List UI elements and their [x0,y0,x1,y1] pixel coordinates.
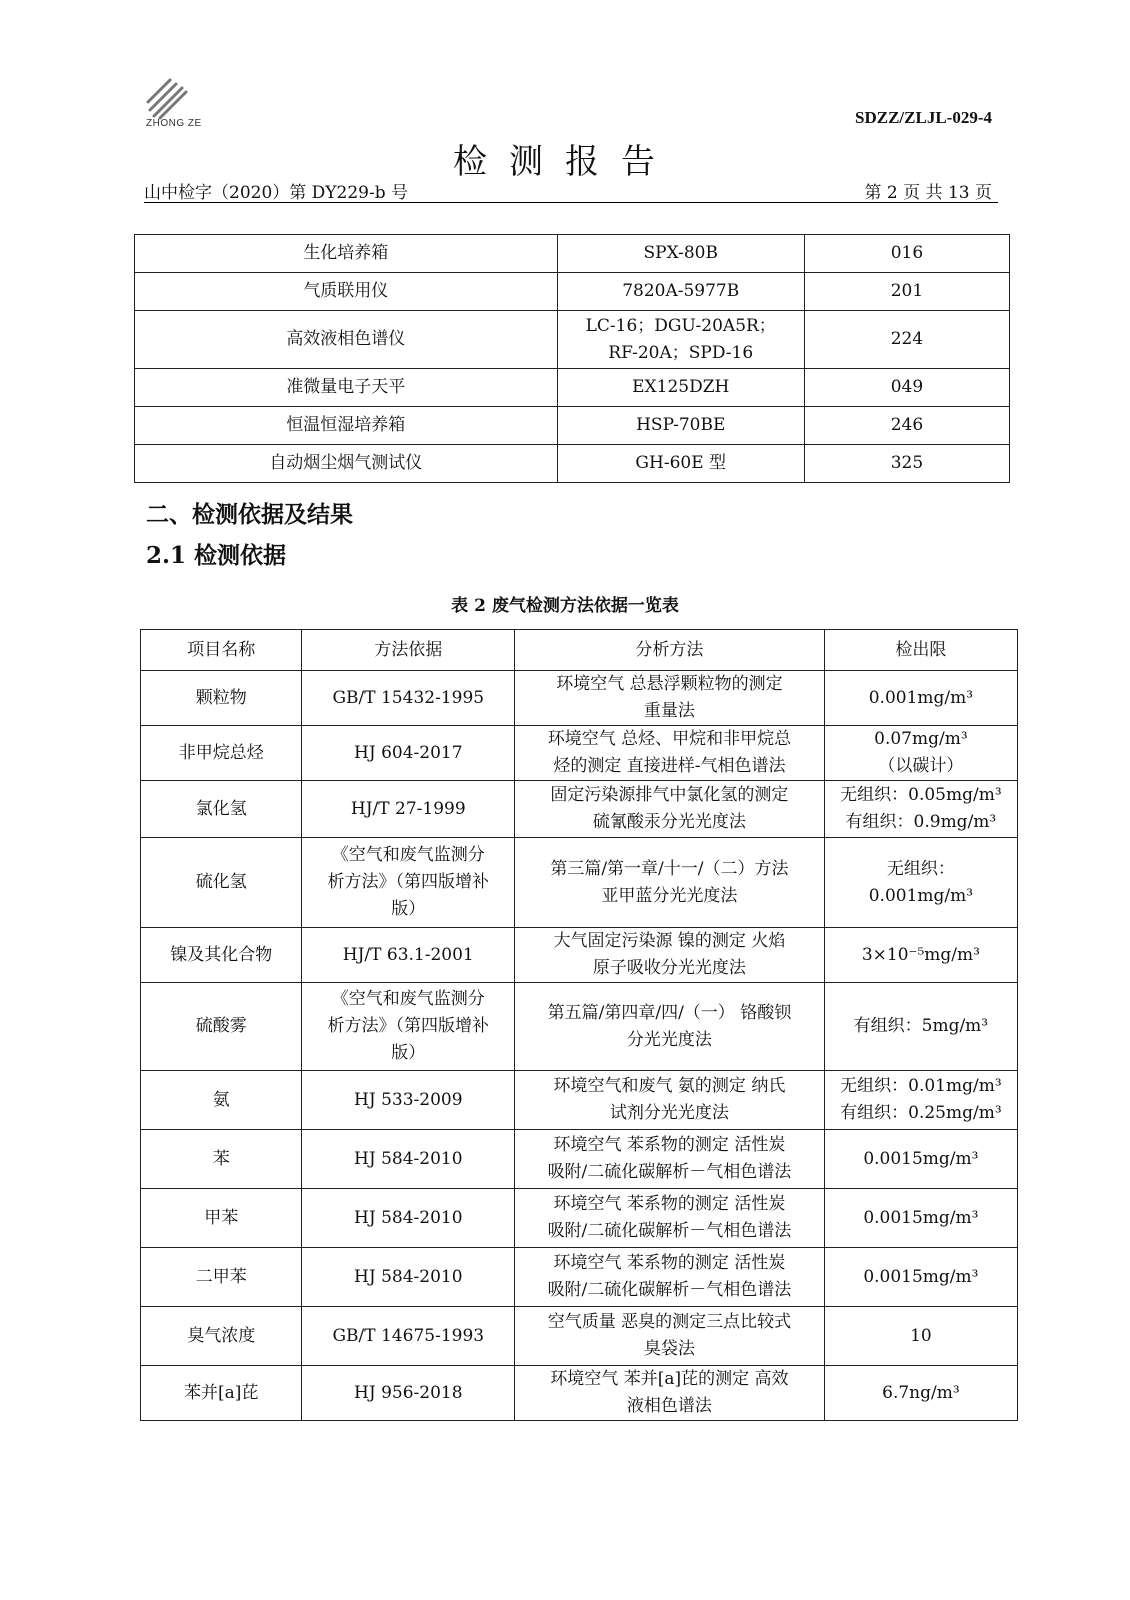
logo-text: ZHONG ZE [146,118,202,129]
table-row [135,311,1010,369]
method-basis-cell: HJ 956-2018 [302,1366,515,1421]
equipment-code-cell: 224 [804,311,1009,369]
page-info: 第 2 页 共 13 页 [864,183,992,203]
analysis-method-cell: 环境空气 苯系物的测定 活性炭 吸附/二硫化碳解析－气相色谱法 [515,1130,825,1189]
method-basis-cell: HJ/T 27-1999 [302,781,515,838]
table-row [141,1307,1018,1366]
equipment-code-cell: 246 [804,407,1009,445]
equipment-name-cell: 高效液相色谱仪 [135,311,558,369]
item-name-cell: 硫化氢 [141,838,302,928]
detection-limit-cell: 6.7ng/m³ [824,1366,1017,1421]
table-row [135,235,1010,273]
table-row [141,671,1018,726]
method-basis-cell: HJ 584-2010 [302,1248,515,1307]
analysis-method-cell: 环境空气 苯系物的测定 活性炭 吸附/二硫化碳解析－气相色谱法 [515,1248,825,1307]
item-name-cell: 苯并[a]芘 [141,1366,302,1421]
subsection-title: 2.1 检测依据 [146,542,287,569]
method-basis-cell: 《空气和废气监测分 析方法》（第四版增补 版） [302,983,515,1071]
detection-limit-cell: 有组织：5mg/m³ [824,983,1017,1071]
equipment-code-cell: 016 [804,235,1009,273]
equipment-table [134,234,1010,483]
report-number: 山中检字（2020）第 DY229-b 号 [144,183,408,203]
table-row [135,369,1010,407]
equipment-model-cell: SPX-80B [557,235,804,273]
section-title: 二、检测依据及结果 [146,501,353,528]
equipment-name-cell: 气质联用仪 [135,273,558,311]
analysis-method-cell: 环境空气 苯系物的测定 活性炭 吸附/二硫化碳解析－气相色谱法 [515,1189,825,1248]
table-row [141,726,1018,781]
table-row [141,983,1018,1071]
equipment-model-cell: LC-16；DGU-20A5R； RF-20A；SPD-16 [557,311,804,369]
column-header: 检出限 [824,630,1017,671]
detection-limit-cell: 0.001mg/m³ [824,671,1017,726]
method-basis-cell: HJ/T 63.1-2001 [302,928,515,983]
analysis-method-cell: 固定污染源排气中氯化氢的测定 硫氰酸汞分光光度法 [515,781,825,838]
table-row [135,407,1010,445]
detection-limit-cell: 0.07mg/m³ （以碳计） [824,726,1017,781]
detection-limit-cell: 10 [824,1307,1017,1366]
analysis-method-cell: 环境空气 苯并[a]芘的测定 高效 液相色谱法 [515,1366,825,1421]
item-name-cell: 镍及其化合物 [141,928,302,983]
method-basis-cell: HJ 584-2010 [302,1130,515,1189]
equipment-code-cell: 201 [804,273,1009,311]
item-name-cell: 氯化氢 [141,781,302,838]
column-header: 分析方法 [515,630,825,671]
item-name-cell: 苯 [141,1130,302,1189]
item-name-cell: 氨 [141,1071,302,1130]
item-name-cell: 颗粒物 [141,671,302,726]
item-name-cell: 硫酸雾 [141,983,302,1071]
table-row [135,445,1010,483]
table-row [141,1071,1018,1130]
equipment-model-cell: GH-60E 型 [557,445,804,483]
table-row [141,1366,1018,1421]
equipment-name-cell: 准微量电子天平 [135,369,558,407]
table-row [141,928,1018,983]
table-header-row [141,630,1018,671]
method-basis-cell: HJ 604-2017 [302,726,515,781]
analysis-method-cell: 第五篇/第四章/四/（一） 铬酸钡 分光光度法 [515,983,825,1071]
table-row [141,1130,1018,1189]
analysis-method-cell: 空气质量 恶臭的测定三点比较式 臭袋法 [515,1307,825,1366]
report-subheader [144,176,998,203]
item-name-cell: 臭气浓度 [141,1307,302,1366]
equipment-name-cell: 生化培养箱 [135,235,558,273]
item-name-cell: 甲苯 [141,1189,302,1248]
equipment-model-cell: EX125DZH [557,369,804,407]
detection-limit-cell: 0.0015mg/m³ [824,1248,1017,1307]
method-basis-cell: HJ 584-2010 [302,1189,515,1248]
method-basis-cell: GB/T 15432-1995 [302,671,515,726]
table-row [141,781,1018,838]
table-row [141,1189,1018,1248]
equipment-name-cell: 恒温恒湿培养箱 [135,407,558,445]
equipment-model-cell: HSP-70BE [557,407,804,445]
column-header: 项目名称 [141,630,302,671]
detection-limit-cell: 无组织： 0.001mg/m³ [824,838,1017,928]
method-table [140,629,1018,1421]
equipment-code-cell: 049 [804,369,1009,407]
column-header: 方法依据 [302,630,515,671]
detection-limit-cell: 0.0015mg/m³ [824,1130,1017,1189]
equipment-code-cell: 325 [804,445,1009,483]
table-row [141,1248,1018,1307]
detection-limit-cell: 无组织：0.01mg/m³ 有组织：0.25mg/m³ [824,1071,1017,1130]
detection-limit-cell: 0.0015mg/m³ [824,1189,1017,1248]
analysis-method-cell: 环境空气和废气 氨的测定 纳氏 试剂分光光度法 [515,1071,825,1130]
table-caption: 表 2 废气检测方法依据一览表 [451,596,679,616]
table-row [135,273,1010,311]
analysis-method-cell: 环境空气 总烃、甲烷和非甲烷总 烃的测定 直接进样-气相色谱法 [515,726,825,781]
method-basis-cell: HJ 533-2009 [302,1071,515,1130]
method-basis-cell: 《空气和废气监测分 析方法》（第四版增补 版） [302,838,515,928]
detection-limit-cell: 无组织：0.05mg/m³ 有组织：0.9mg/m³ [824,781,1017,838]
table-row [141,838,1018,928]
item-name-cell: 非甲烷总烃 [141,726,302,781]
detection-limit-cell: 3×10⁻⁵mg/m³ [824,928,1017,983]
item-name-cell: 二甲苯 [141,1248,302,1307]
page-title: 检测报告 [453,142,677,182]
analysis-method-cell: 第三篇/第一章/十一/（二）方法 亚甲蓝分光光度法 [515,838,825,928]
method-basis-cell: GB/T 14675-1993 [302,1307,515,1366]
equipment-name-cell: 自动烟尘烟气测试仪 [135,445,558,483]
equipment-model-cell: 7820A-5977B [557,273,804,311]
analysis-method-cell: 大气固定污染源 镍的测定 火焰 原子吸收分光光度法 [515,928,825,983]
analysis-method-cell: 环境空气 总悬浮颗粒物的测定 重量法 [515,671,825,726]
document-code: SDZZ/ZLJL-029-4 [855,108,992,127]
